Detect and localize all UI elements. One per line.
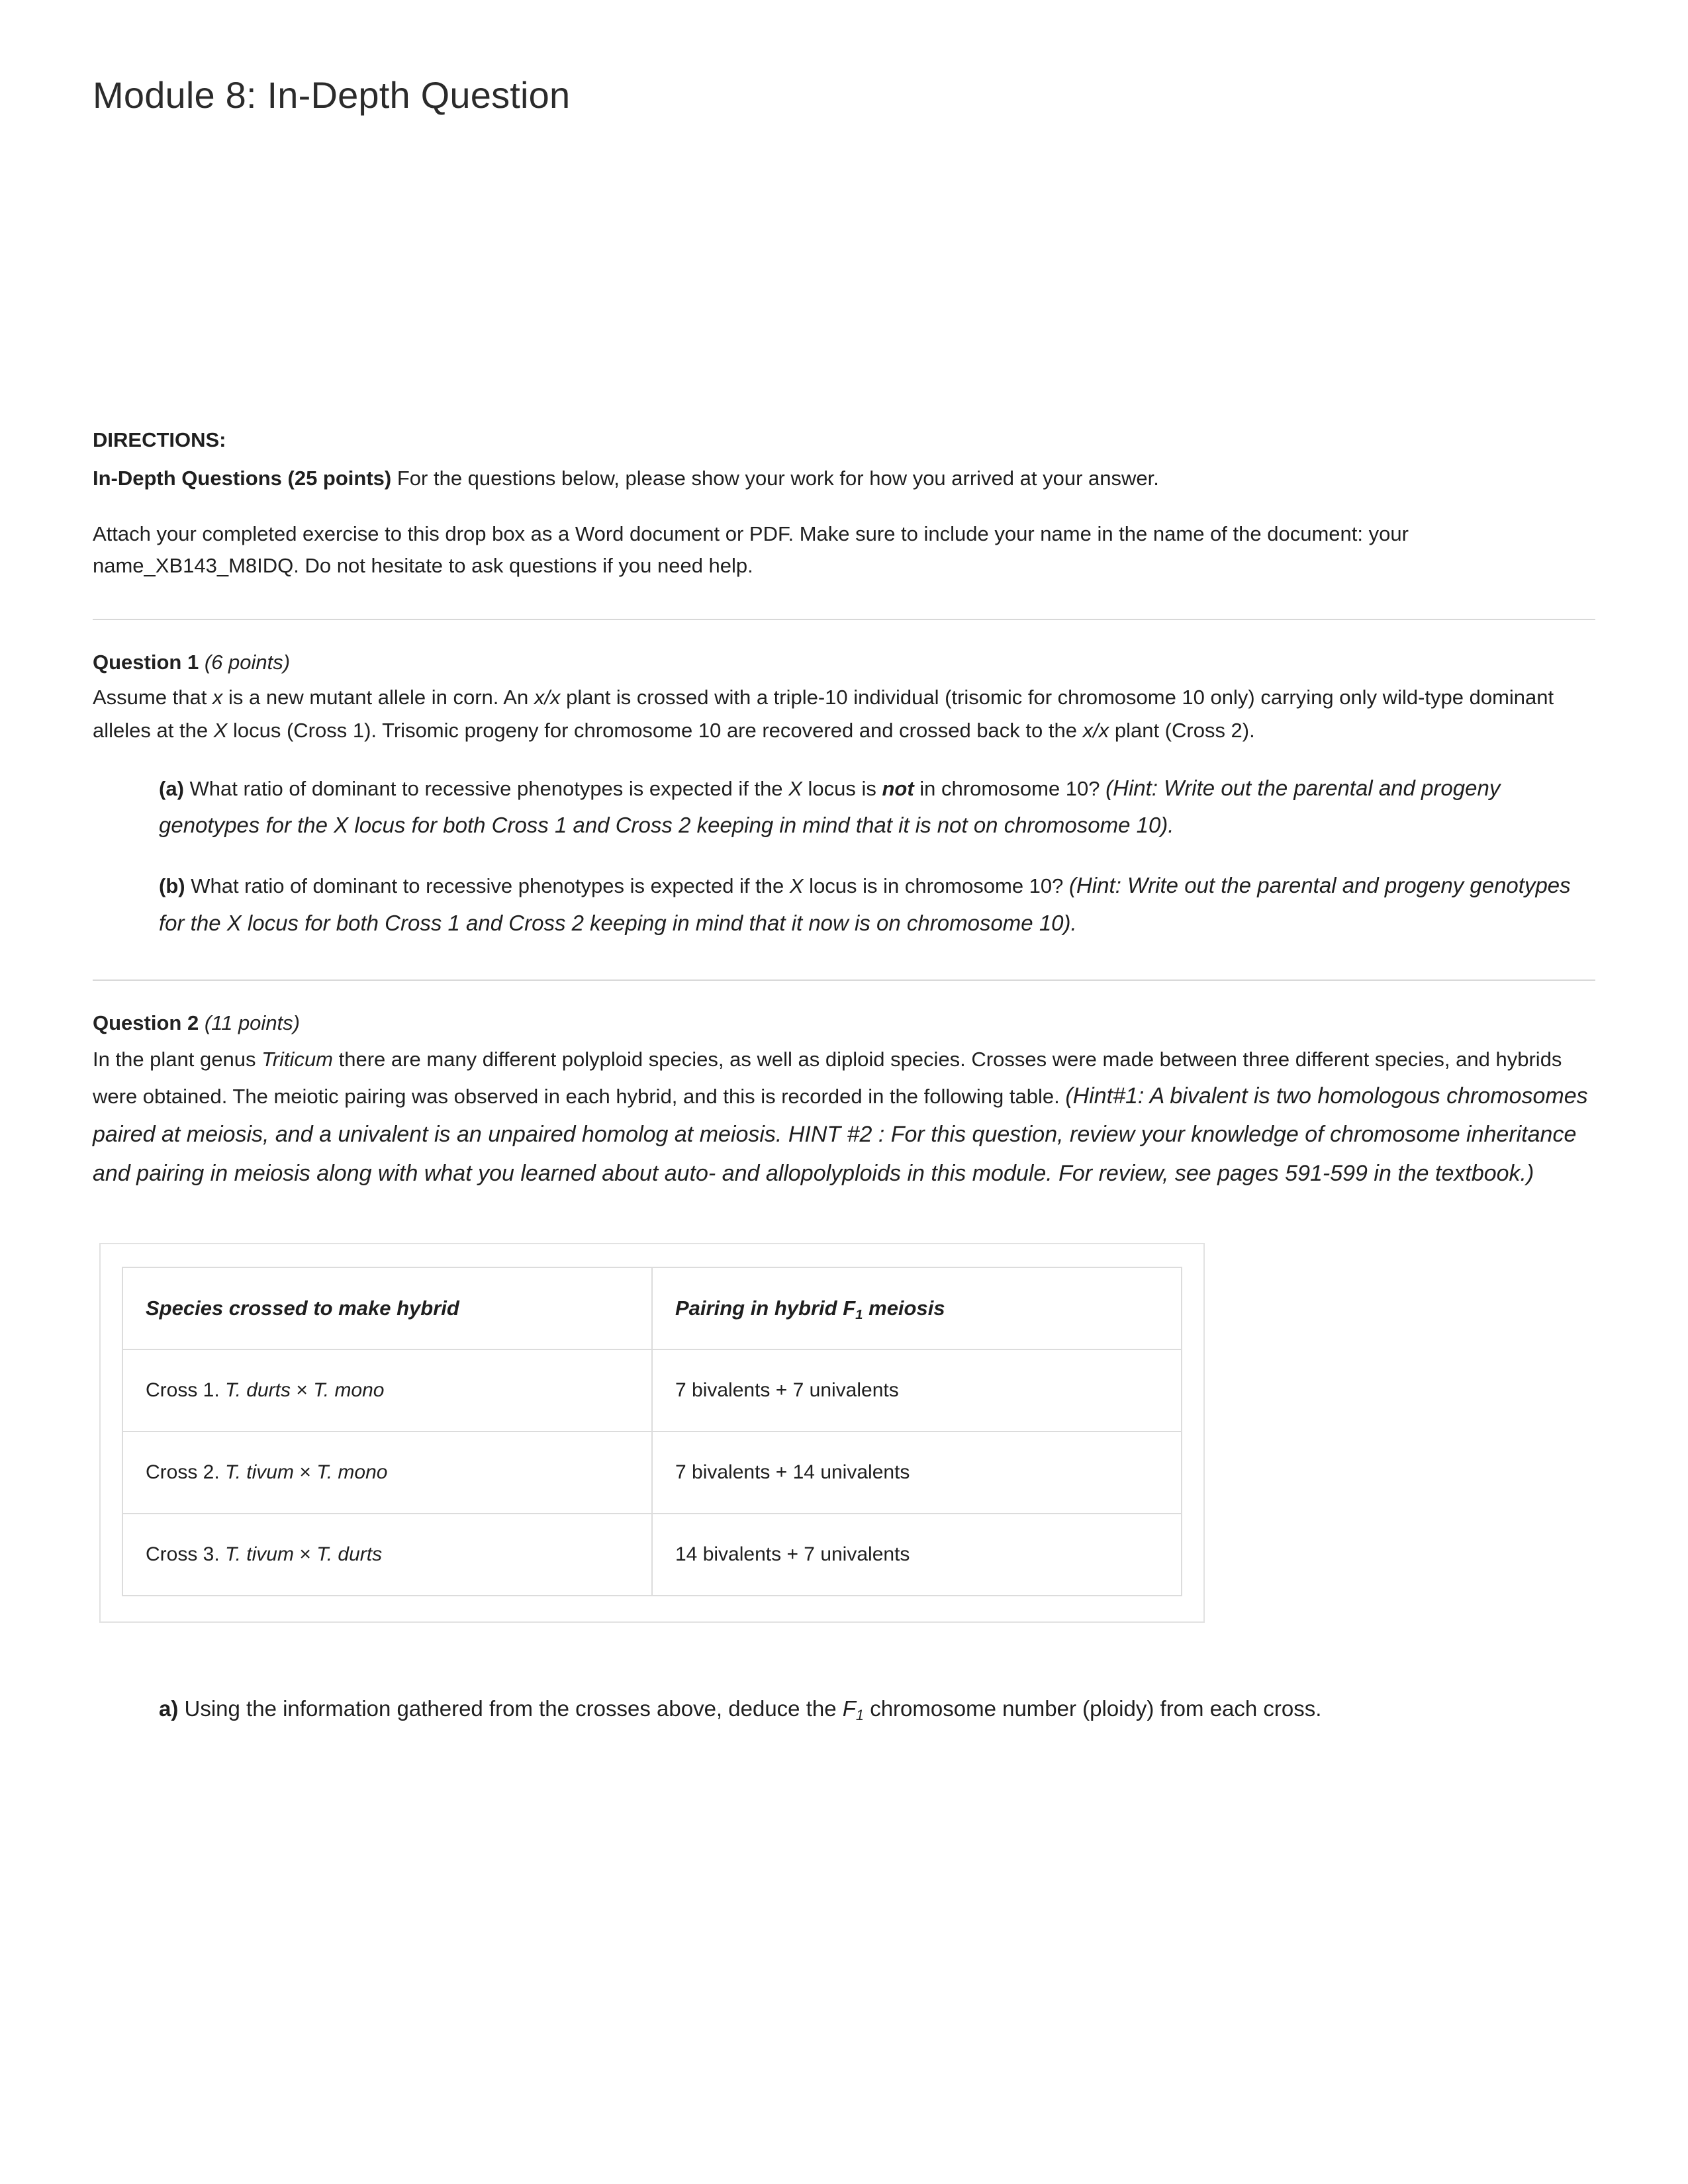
question-2-part-a: [159, 1692, 1595, 1727]
times-symbol: ×: [299, 1543, 311, 1566]
q1a-hint: (Hint: Write out the parental and progeny genotypes for the X locus for both Cross 1 and Cross 2 keeping in mind that it is not on chromosome 10).: [159, 775, 1501, 838]
question-1-body: [93, 681, 1595, 747]
table-header-pairing: [652, 1267, 1182, 1349]
table-cell-cross: [122, 1432, 652, 1514]
question-1-part-a: [159, 770, 1595, 845]
q1b-hint: (Hint: Write out the parental and progeny genotypes for the X locus for both Cross 1 and Cross 2 keeping in mind that it now is on chromosome 10).: [159, 873, 1571, 935]
table-cell-cross: [122, 1514, 652, 1596]
directions-heading-bold: In-Depth Questions (25 points): [93, 467, 392, 490]
parent-b: T. mono: [313, 1379, 385, 1402]
q2a-F-sub: 1: [855, 1707, 865, 1724]
q1a-label: (a): [159, 776, 184, 800]
pairing-table-container: [99, 1243, 1205, 1623]
question-1-heading: [93, 651, 1595, 674]
question-2-section: [93, 1011, 1595, 1727]
header-pairing-post: meiosis: [863, 1297, 945, 1320]
directions-heading-rest: For the questions below, please show your work for how you arrived at your answer.: [391, 467, 1159, 490]
times-symbol: ×: [296, 1379, 308, 1402]
cross-label: Cross 1.: [146, 1379, 220, 1402]
table-row: [122, 1432, 1182, 1514]
table-row: [122, 1514, 1182, 1596]
q1-locus-X: X: [213, 718, 228, 742]
cross-label: Cross 3.: [146, 1543, 220, 1566]
question-2-heading: [93, 1011, 1595, 1035]
header-pairing-sub: 1: [855, 1306, 863, 1322]
table-header-species: Species crossed to make hybrid: [122, 1267, 652, 1349]
q1-genotype-xx: x/x: [534, 686, 561, 709]
q2a-label: a): [159, 1696, 179, 1721]
question-1-part-b: [159, 867, 1595, 942]
table-cell-pairing: 7 bivalents + 7 univalents: [652, 1349, 1182, 1432]
q1-allele-x: x: [212, 686, 223, 709]
parent-a: T. tivum: [225, 1543, 294, 1566]
question-2-label: Question 2: [93, 1011, 199, 1034]
times-symbol: ×: [299, 1461, 311, 1484]
cross-label: Cross 2.: [146, 1461, 220, 1484]
q1a-bold-not: not: [882, 776, 914, 800]
table-cell-pairing: 7 bivalents + 14 univalents: [652, 1432, 1182, 1514]
pairing-table: [122, 1267, 1182, 1596]
q2-text-1: In the plant genus: [93, 1047, 262, 1071]
q1-genotype-xx-2: x/x: [1082, 718, 1109, 742]
q2-hint: (Hint#1: A bivalent is two homologous chromosomes paired at meiosis, and a univalent is an unpaired homolog at meiosis. HINT #2 : For this question, review your knowledge of chromosome inheritance and pairing in meiosis along with what you learned about auto- and allopolyploids in this module. For review, see pages 591-599 in the textbook.): [93, 1083, 1588, 1186]
q1-text-3: plant is crossed with a triple-10 individual (trisomic for chromosome 10 only) carrying only wild-type dominant alleles at the: [93, 686, 1554, 742]
q1a-locus-X: X: [788, 776, 802, 800]
question-2-body: [93, 1042, 1595, 1193]
divider-1: [93, 619, 1595, 620]
q1b-label: (b): [159, 874, 185, 898]
q2-genus: Triticum: [261, 1047, 334, 1071]
q1b-text-1: What ratio of dominant to recessive phenotypes is expected if the: [185, 874, 790, 898]
question-1-label: Question 1: [93, 651, 199, 674]
parent-a: T. tivum: [225, 1461, 294, 1484]
directions-paragraph: Attach your completed exercise to this drop box as a Word document or PDF. Make sure to include your name in the name of the document: your name_XB143_M8IDQ. Do not hesitate to ask questions if you need help.: [93, 522, 1409, 578]
directions-label: DIRECTIONS:: [93, 428, 226, 452]
q1b-locus-X: X: [789, 874, 804, 898]
q2a-text-1: Using the information gathered from the crosses above, deduce the: [178, 1696, 843, 1721]
q1a-text-3: in chromosome 10?: [914, 776, 1106, 800]
question-1-points: (6 points): [204, 651, 291, 674]
table-cell-pairing: 14 bivalents + 7 univalents: [652, 1514, 1182, 1596]
q1-text-5: plant (Cross 2).: [1109, 718, 1255, 742]
q2a-F: F: [842, 1696, 856, 1721]
q1-text-4: locus (Cross 1). Trisomic progeny for chromosome 10 are recovered and crossed back to the: [227, 718, 1083, 742]
table-header-row: [122, 1267, 1182, 1349]
q1b-text-2: locus is in chromosome 10?: [803, 874, 1070, 898]
title-spacer: [93, 117, 1595, 428]
divider-2: [93, 979, 1595, 981]
parent-b: T. mono: [316, 1461, 388, 1484]
q1-text-1: Assume that: [93, 686, 212, 709]
directions-section: [93, 428, 1595, 582]
header-pairing-pre: Pairing in hybrid F: [675, 1297, 856, 1320]
q1-text-2: is a new mutant allele in corn. An: [222, 686, 534, 709]
q1a-text-1: What ratio of dominant to recessive phenotypes is expected if the: [183, 776, 789, 800]
directions-heading: [93, 463, 1595, 494]
q1a-text-2: locus is: [802, 776, 882, 800]
q2-text-2: there are many different polyploid species, as well as diploid species. Crosses were made between three different species, and hybrids were obtained. The meiotic pairing was observed in each hybrid, and this is recorded in the following table.: [93, 1047, 1562, 1108]
table-cell-cross: [122, 1349, 652, 1432]
question-1-section: [93, 651, 1595, 942]
q2a-text-2: chromosome number (ploidy) from each cross.: [864, 1696, 1322, 1721]
parent-a: T. durts: [225, 1379, 291, 1402]
page-title: Module 8: In-Depth Question: [93, 74, 571, 116]
parent-b: T. durts: [316, 1543, 383, 1566]
table-row: [122, 1349, 1182, 1432]
question-2-points: (11 points): [204, 1011, 300, 1034]
